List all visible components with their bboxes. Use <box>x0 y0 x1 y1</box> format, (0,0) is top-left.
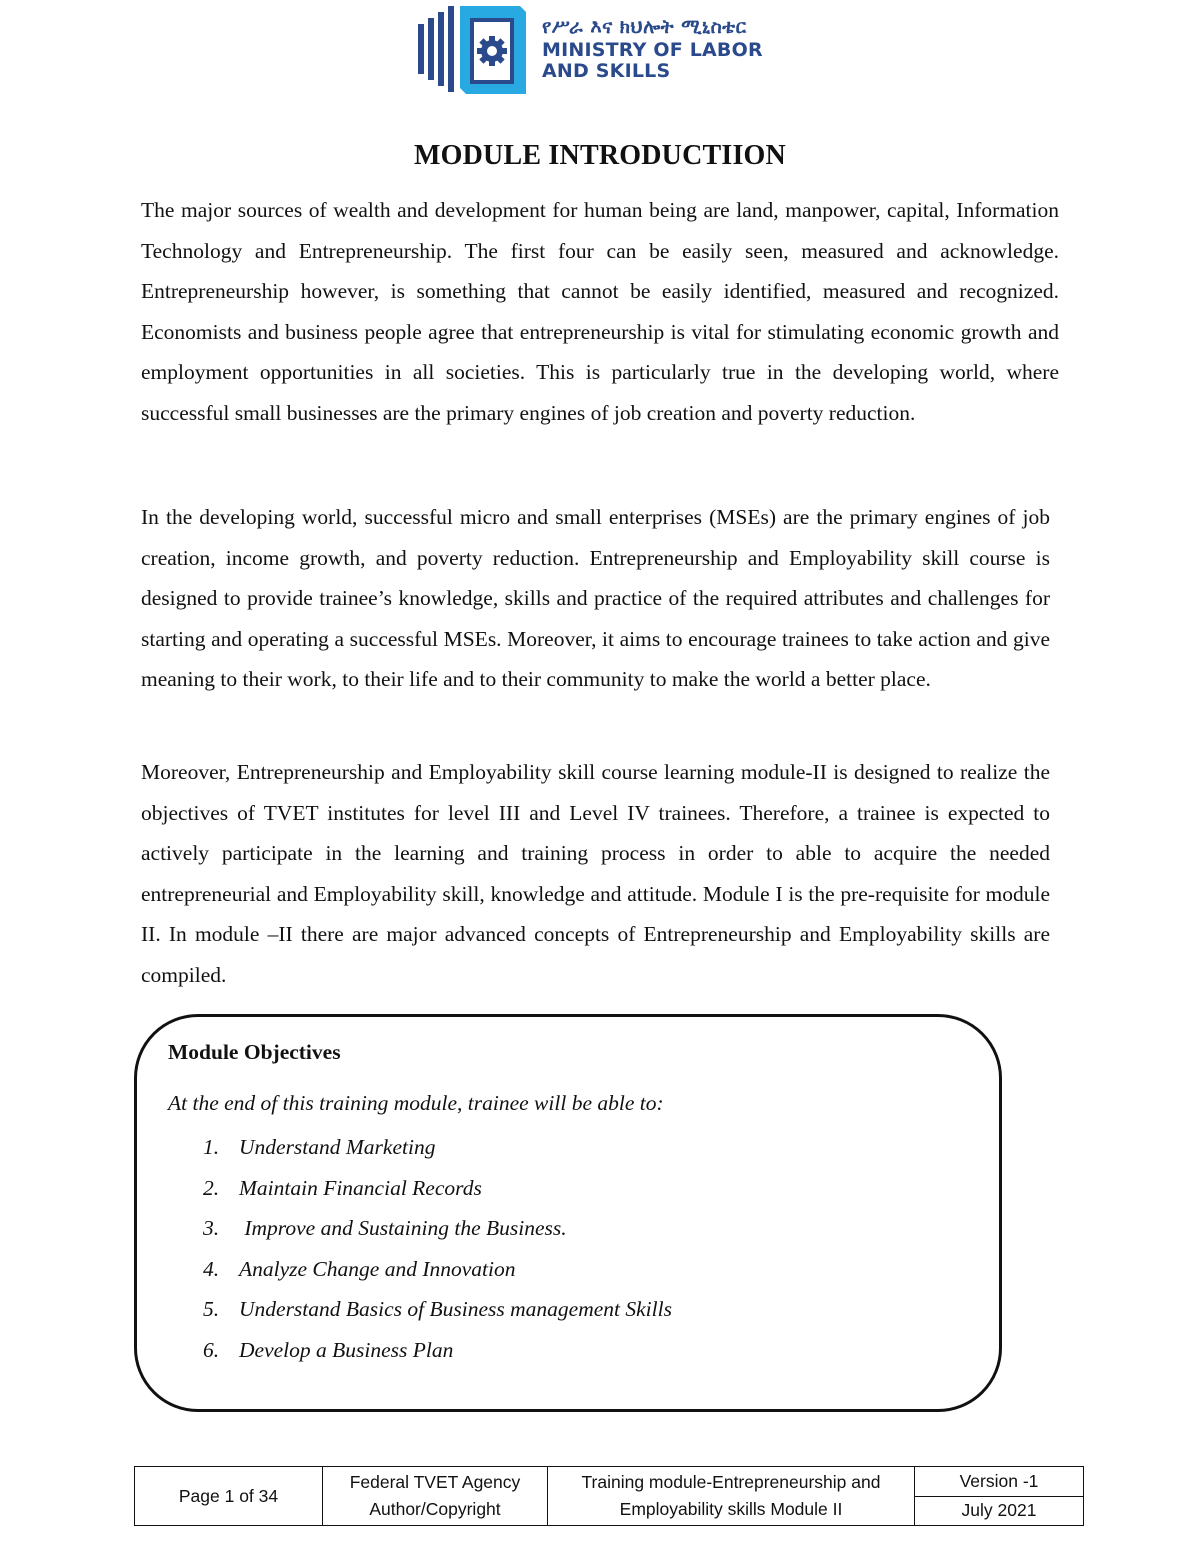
footer-training-line1: Training module-Entrepreneurship and <box>581 1472 881 1492</box>
footer-page-number: Page 1 of 34 <box>135 1467 323 1526</box>
objective-item <box>203 1172 672 1213</box>
logo-amharic-name: የሥራ እና ክህሎት ሚኒስቴር <box>542 16 747 38</box>
objective-text: Improve and Sustaining the Business. <box>239 1216 567 1241</box>
objective-number: 2. <box>203 1175 220 1200</box>
objective-text: Maintain Financial Records <box>239 1175 482 1200</box>
page-footer <box>134 1466 1084 1526</box>
objective-text: Understand Marketing <box>239 1135 436 1159</box>
logo-text <box>542 18 763 81</box>
footer-version: Version -1 <box>915 1467 1084 1497</box>
objective-number: 6. <box>203 1337 220 1362</box>
footer-training-title <box>548 1467 915 1526</box>
intro-paragraph-2: In the developing world, successful micro and small enterprises (MSEs) are the primary engines of job creation, income growth, and poverty reduction. Entrepreneurship and Employability skill course is designed to provide trainee’s knowledge, skills and practice of the required attributes and challenges for starting and operating a successful MSEs. Moreover, it aims to encourage trainees to take action and give meaning to their work, to their life and to their community to make the world a better place. <box>141 505 1050 692</box>
logo-name-line1: MINISTRY OF LABOR <box>542 39 763 61</box>
objective-item <box>203 1253 672 1294</box>
objective-item <box>203 1293 672 1334</box>
footer-agency-line1: Federal TVET Agency <box>349 1472 521 1492</box>
objective-number: 5. <box>203 1297 220 1322</box>
objective-number: 1. <box>203 1135 220 1159</box>
objective-item <box>203 1212 672 1253</box>
gear-book-icon <box>416 4 536 96</box>
page-title: MODULE INTRODUCTIION <box>414 140 786 171</box>
footer-date: July 2021 <box>915 1496 1084 1526</box>
objectives-list <box>203 1131 672 1375</box>
objective-text: Understand Basics of Business management Skills <box>239 1297 672 1322</box>
ministry-logo <box>416 4 796 96</box>
objective-number: 3. <box>203 1216 220 1241</box>
logo-name-line2: AND SKILLS <box>542 60 671 82</box>
footer-training-line2: Employability skills Module II <box>619 1499 843 1519</box>
footer-agency <box>323 1467 548 1526</box>
footer-agency-line2: Author/Copyright <box>369 1499 501 1519</box>
intro-paragraph-3: Moreover, Entrepreneurship and Employability skill course learning module-II is designed to realize the objectives of TVET institutes for level III and Level IV trainees. Therefore, a trainee is expected to actively participate in the learning and training process in order to able to acquire the needed entrepreneurial and Employability skill, knowledge and attitude. Module I is the pre-requisite for module II. In module –II there are major advanced concepts of Entrepreneurship and Employability skills are compiled. <box>141 760 1050 987</box>
intro-paragraph-1: The major sources of wealth and development for human being are land, manpower, capital, Information Technology and Entrepreneurship. The first four can be easily seen, measured and acknowledge. Entrepreneurship however, is something that cannot be easily identified, measured and recognized. Economists and business people agree that entrepreneurship is vital for stimulating economic growth and employment opportunities in all societies. This is particularly true in the developing world, where successful small businesses are the primary engines of job creation and poverty reduction. <box>141 198 1059 425</box>
objective-item <box>203 1334 672 1375</box>
objectives-heading: Module Objectives <box>168 1040 341 1064</box>
objective-text: Analyze Change and Innovation <box>239 1256 516 1281</box>
objective-number: 4. <box>203 1256 220 1281</box>
objective-item <box>203 1131 672 1172</box>
objective-text: Develop a Business Plan <box>239 1337 454 1362</box>
objectives-intro: At the end of this training module, trainee will be able to: <box>168 1091 664 1115</box>
